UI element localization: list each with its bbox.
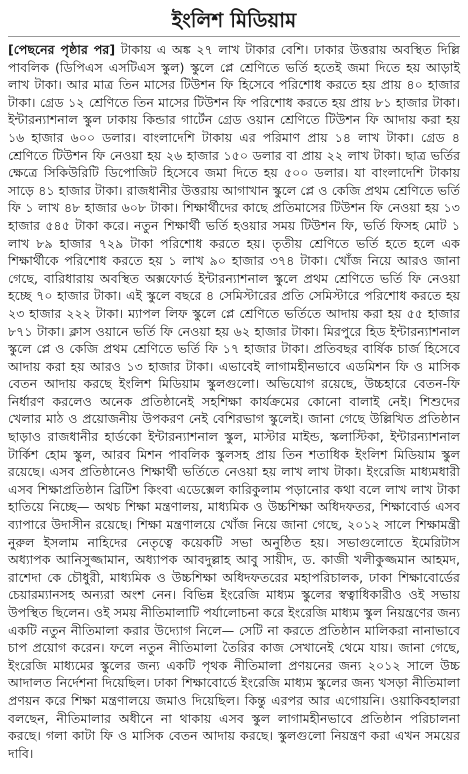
continued-label: [পেছনের পৃষ্ঠার পর] <box>8 42 116 57</box>
article-text: টাকায় এ অঙ্ক ২৭ লাখ টাকার বেশি। ঢাকার উত্তরায় অবস্থিত দিল্লি পাবলিক (ডিপিএস এসটিএস স্কুল) স্কুলে প্লে শ্রেণিতে ভর্তি হতেই জমা দিতে হয় আড়াই লাখ টাকা। আর মাত্র তিন মাসের টিউশন ফি হিসেবে পরিশোধ করতে হয় প্রায় ৪০ হাজার টাকা। গ্রেড ১২ শ্রেণিতে তিন মাসের টিউশন ফি পরিশোধ করতে হয় প্রায় ৮১ হাজার টাকা। ইন্টারন্যাশনাল স্কুল ঢাকায় কিন্ডার গার্টেন গ্রেড ওয়ান শ্রেণিতে টিউশন ফি আদায় করা হয় ১৬ হাজার ৬০০ ডলার। বাংলাদেশি টাকায় এর পরিমাণ প্রায় ১৪ লাখ টাকা। গ্রেড ৪ শ্রেণিতে টিউশন ফি নেওয়া হয় ২৬ হাজার ১৫০ ডলার বা প্রায় ২২ লাখ টাকা। ছাত্র ভর্তির ক্ষেত্রে সিকিউরিটি ডিপোজিট হিসেবে জমা দিতে হয় ৫০০ ডলার। যা বাংলাদেশি টাকায় সাড়ে ৪১ হাজার টাকা। রাজধানীর উত্তরায় আগাখান স্কুলে প্লে ও কেজি প্রথম শ্রেণিতে ভর্তি ফি ১ লাখ ৪৮ হাজার ৬০৮ টাকা। শিক্ষার্থীদের কাছে প্রতিমাসের টিউশন ফি নেওয়া হয় ১৩ হাজার ৫৪৫ টাকা করে। নতুন শিক্ষার্থী ভর্তি হওয়ার সময় টিউশন ফি, ভর্তি ফিসহ মোট ১ লাখ ৮৯ হাজার ৭২৯ টাকা পরিশোধ করতে হয়। তৃতীয় শ্রেণিতে ভর্তি হতে হলে এক শিক্ষার্থীকে পরিশোধ করতে হয় ১ লাখ ৯০ হাজার ৩৭৪ টাকা। খোঁজ নিয়ে আরও জানা গেছে, বারিধারায় অবস্থিত অক্সফোর্ড ইন্টারন্যাশনাল স্কুলে প্রথম শ্রেণিতে ভর্তি ফি নেওয়া হচ্ছে ৭০ হাজার টাকা। এই স্কুলে বছরে ৪ সেমিস্টারের প্রতি সেমিস্টারে পরিশোধ করতে হয় ২৩ হাজার ২২২ টাকা। ম্যাপল লিফ স্কুলে প্লে শ্রেণিতে ভর্তিতে আদায় করা হয় ৫৫ হাজার ৮৭১ টাকা। ক্লাস ওয়ানে ভর্তি ফি নেওয়া হয় ৬২ হাজার টাকা। মিরপুরে হিড ইন্টারন্যাশনাল স্কুলে প্লে ও কেজি প্রথম শ্রেণিতে ভর্তি ফি ১৭ হাজার টাকা। প্রতিবছর বার্ষিক চার্জ হিসেবে আদায় করা হয় আরও ১৩ হাজার টাকা। এভাবেই লাগামহীনভাবে এডমিশন ফি ও মাসিক বেতন আদায় করছে ইংলিশ মিডিয়াম স্কুলগুলো। অভিযোগ রয়েছে, উচ্চহারে বেতন-ফি নির্ধারণ করলেও অনেক প্রতিষ্ঠানেই সহশিক্ষা কার্যক্রমের কোনো বালাই নেই। শিশুদের খেলার মাঠ ও প্রয়োজনীয় উপকরণ নেই বেশিরভাগ স্কুলেই। জানা গেছে উল্লিখিত প্রতিষ্ঠান ছাড়াও রাজধানীর হার্ডকো ইন্টারন্যাশনাল স্কুল, মাস্টার মাইন্ড, স্কলাস্টিকা, ইন্টারন্যাশনাল টার্কিশ হোম স্কুল, আরব মিশন পাবলিক স্কুলসহ প্রায় তিন শতাধিক ইংলিশ মিডিয়াম স্কুল রয়েছে। এসব প্রতিষ্ঠানেও শিক্ষার্থী ভর্তিতে নেওয়া হয় লাখ লাখ টাকা। ইংরেজি মাধ্যমধারী এসব শিক্ষাপ্রতিষ্ঠান ব্রিটিশ কিংবা এডেক্সেল কারিকুলাম পড়ানোর কথা বলে লাখ লাখ টাকা হাতিয়ে নিচ্ছে— অথচ শিক্ষা মন্ত্রণালয়, মাধ্যমিক ও উচ্চশিক্ষা অধিদফতর, শিক্ষাবোর্ড এসব ব্যাপারে উদাসীন রয়েছে। শিক্ষা মন্ত্রণালয়ে খোঁজ নিয়ে জানা গেছে, ২০১২ সালে শিক্ষামন্ত্রী নুরুল ইসলাম নাহিদের নেতৃত্বে কয়েকটি সভা অনুষ্ঠিত হয়। সভাগুলোতে ইমেরিটাস অধ্যাপক আনিসুজ্জামান, অধ্যাপক আবদুল্লাহ আবু সায়ীদ, ড. কাজী খলীকুজ্জমান আহমদ, রাশেদা কে চৌধুরী, মাধ্যমিক ও উচ্চশিক্ষা অধিদফতরের মহাপরিচালক, ঢাকা শিক্ষাবোর্ডের চেয়ারম্যানসহ অন্যরা অংশ নেন। বিভিন্ন ইংরেজি মাধ্যম স্কুলের স্বত্বাধিকারীও ওই সভায় উপস্থিত ছিলেন। ওই সময় নীতিমালাটি পর্যালোচনা করে ইংরেজি মাধ্যম স্কুল নিয়ন্ত্রণের জন্য একটি নতুন নীতিমালা করার উদ্যোগ নিলে— সেটি না করতে প্রতিষ্ঠান মালিকরা নানাভাবে চাপ প্রয়োগ করেন। ফলে নতুন নীতিমালা তৈরির কাজ সেখানেই থেমে যায়। জানা গেছে, ইংরেজি মাধ্যমের স্কুলের জন্য একটি পৃথক নীতিমালা প্রণয়নের জন্য ২০১২ সালে উচ্চ আদালত নির্দেশনা দিয়েছিল। ঢাকা শিক্ষাবোর্ডে ইংরেজি মাধ্যম স্কুলের জন্য খসড়া নীতিমালা প্রণয়ন করে শিক্ষা মন্ত্রণালয়ে জমাও দিয়েছিল। কিন্তু এরপর আর এগোয়নি। ওয়াকিবহালরা বলছেন, নীতিমালার অধীনে না থাকায় এসব স্কুল লাগামহীনভাবে প্রতিষ্ঠান পরিচালনা করছে। গলা কাটা ফি ও মাসিক বেতন আদায় করছে। স্কুলগুলো নিয়ন্ত্রণ করা এখন সময়ের দাবি। <box>8 42 460 761</box>
article-headline: ইংলিশ মিডিয়াম <box>8 6 460 37</box>
article-body <box>8 41 460 762</box>
